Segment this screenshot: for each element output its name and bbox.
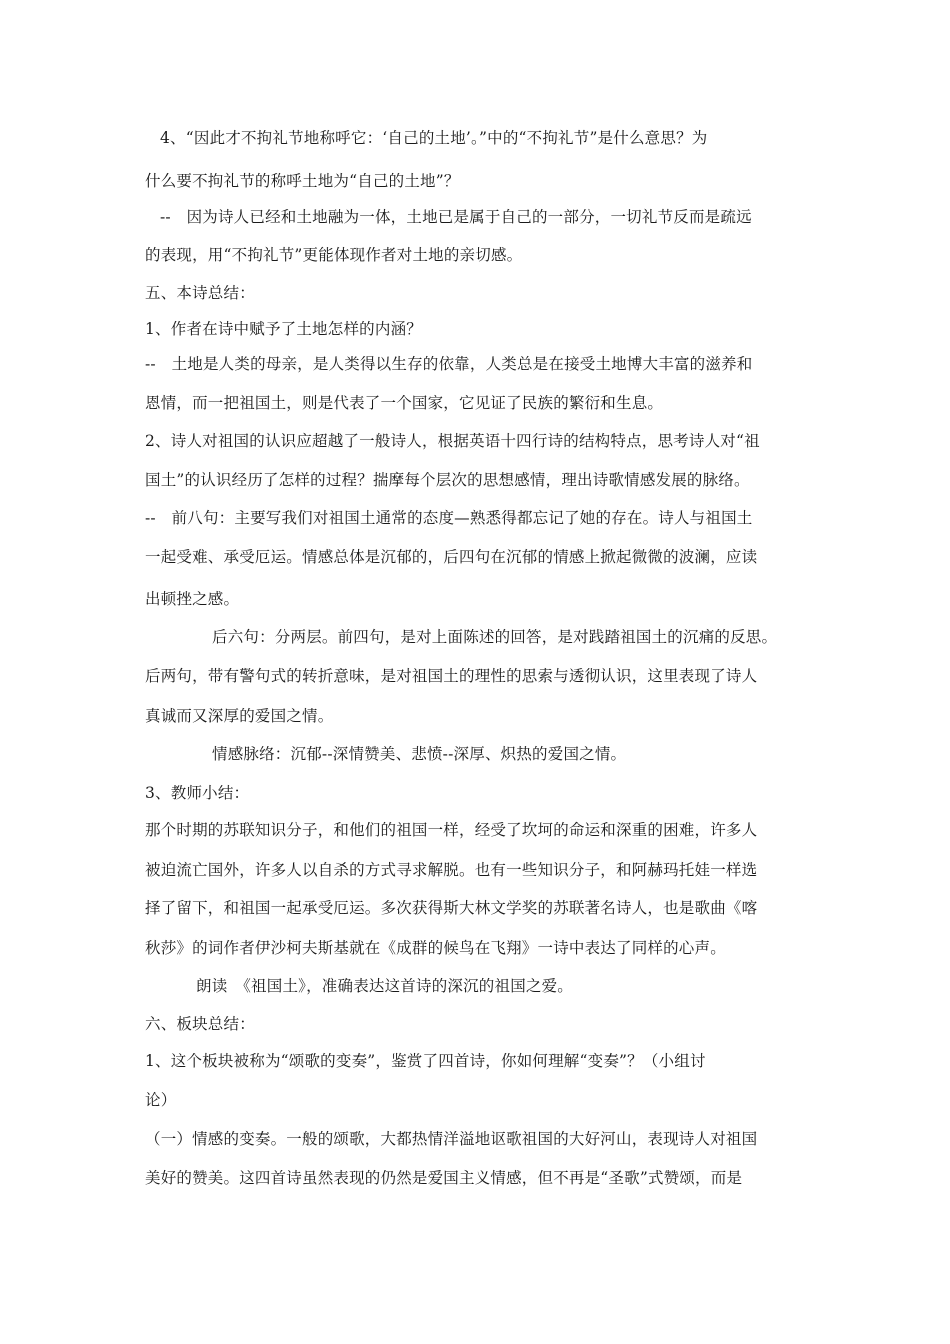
answer-4-line-1: -- 因为诗人已经和土地融为一体，土地已是属于自己的一部分，一切礼节反而是疏远	[160, 208, 752, 226]
summary-answer-2-line-3: 出顿挫之感。	[145, 590, 240, 608]
summary-answer-2-line-4: 后六句：分两层。前四句，是对上面陈述的回答，是对践踏祖国土的沉痛的反思。	[212, 628, 778, 646]
teacher-summary-line-3: 择了留下，和祖国一起承受厄运。多次获得斯大林文学奖的苏联著名诗人，也是歌曲《喀	[145, 899, 758, 917]
summary-answer-1-line-2: 恩情，而一把祖国土，则是代表了一个国家，它见证了民族的繁衍和生息。	[145, 394, 664, 412]
block-question-1-line-2: 论）	[145, 1091, 177, 1109]
answer-4-line-2: 的表现，用“不拘礼节”更能体现作者对土地的亲切感。	[145, 246, 523, 264]
emotion-context-line: 情感脉络：沉郁--深情赞美、悲愤--深厚、炽热的爱国之情。	[212, 745, 627, 763]
summary-question-2-line-1: 2、诗人对祖国的认识应超越了一般诗人，根据英语十四行诗的结构特点，思考诗人对“祖	[145, 432, 760, 450]
summary-answer-2-line-2: 一起受难、承受厄运。情感总体是沉郁的，后四句在沉郁的情感上掀起微微的波澜，应读	[145, 548, 758, 566]
teacher-summary-line-2: 被迫流亡国外，许多人以自杀的方式寻求解脱。也有一些知识分子，和阿赫玛托娃一样选	[145, 861, 758, 879]
section-6-heading: 六、板块总结：	[145, 1015, 255, 1033]
reading-instruction-line: 朗读 《祖国土》，准确表达这首诗的深沉的祖国之爱。	[196, 977, 574, 995]
summary-answer-1-line-1: -- 土地是人类的母亲，是人类得以生存的依靠，人类总是在接受土地博大丰富的滋养和	[145, 355, 753, 373]
teacher-summary-line-4: 秋莎》的词作者伊沙柯夫斯基就在《成群的候鸟在飞翔》一诗中表达了同样的心声。	[145, 939, 726, 957]
block-question-1-line-1: 1、这个板块被称为“颂歌的变奏”，鉴赏了四首诗，你如何理解“变奏”？（小组讨	[145, 1052, 706, 1070]
section-5-heading: 五、本诗总结：	[145, 284, 255, 302]
block-answer-1-line-2: 美好的赞美。这四首诗虽然表现的仍然是爱国主义情感，但不再是“圣歌”式赞颂，而是	[145, 1169, 743, 1187]
question-4-line-1: 4、“因此才不拘礼节地称呼它：‘自己的土地’。”中的“不拘礼节”是什么意思？为	[160, 129, 708, 147]
teacher-summary-line-1: 那个时期的苏联知识分子，和他们的祖国一样，经受了坎坷的命运和深重的困难，许多人	[145, 821, 758, 839]
block-answer-1-line-1: （一）情感的变奏。一般的颂歌，大都热情洋溢地讴歌祖国的大好河山，表现诗人对祖国	[145, 1130, 758, 1148]
summary-answer-2-line-5: 后两句，带有警句式的转折意味，是对祖国土的理性的思索与透彻认识，这里表现了诗人	[145, 667, 758, 685]
summary-answer-2-line-1: -- 前八句：主要写我们对祖国土通常的态度—熟悉得都忘记了她的存在。诗人与祖国土	[145, 509, 753, 527]
summary-question-1: 1、作者在诗中赋予了土地怎样的内涵？	[145, 320, 422, 338]
question-4-line-2: 什么要不拘礼节的称呼土地为“自己的土地”？	[145, 172, 460, 190]
summary-question-2-line-2: 国土”的认识经历了怎样的过程？揣摩每个层次的思想感情，理出诗歌情感发展的脉络。	[145, 471, 750, 489]
teacher-summary-heading: 3、教师小结：	[145, 784, 250, 802]
summary-answer-2-line-6: 真诚而又深厚的爱国之情。	[145, 707, 334, 725]
